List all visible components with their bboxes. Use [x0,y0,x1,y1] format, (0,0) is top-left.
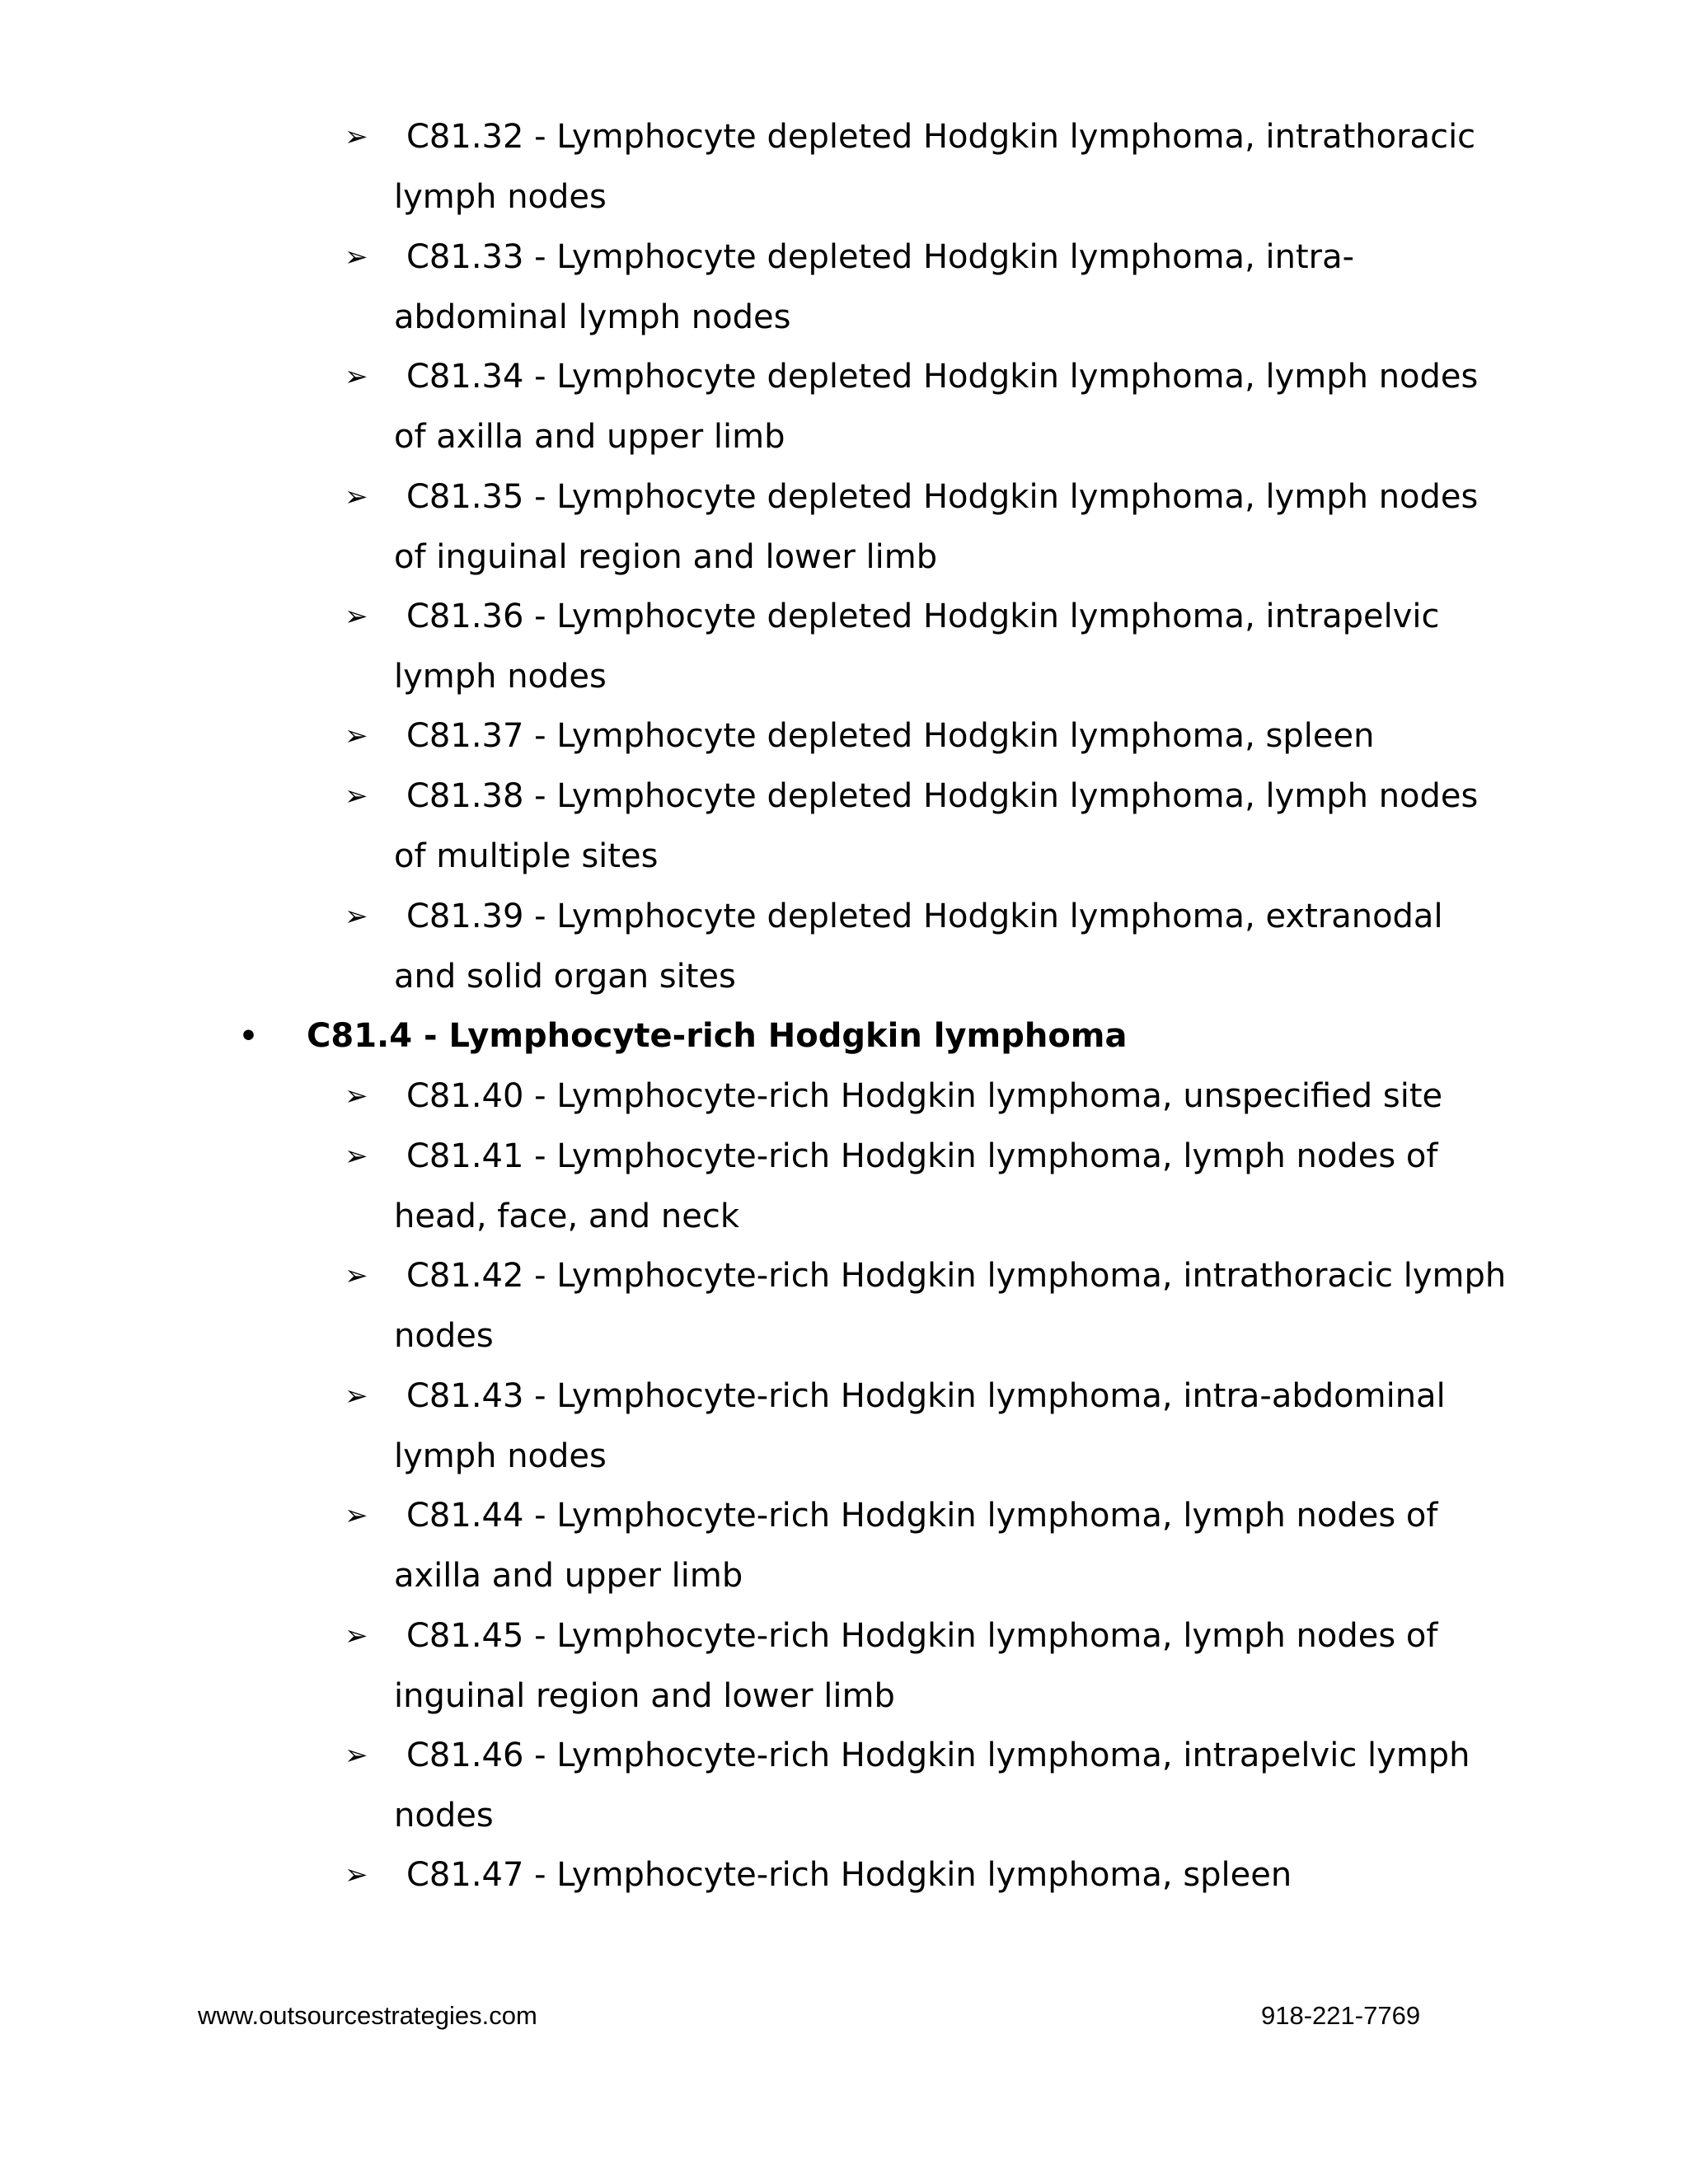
list-item-text: C81.45 - Lymphocyte-rich Hodgkin lymphoma, lymph nodes of inguinal region and lower limb [394,1617,1438,1715]
list-item-text: C81.46 - Lymphocyte-rich Hodgkin lymphoma, intrapelvic lymph nodes [394,1736,1470,1835]
list-item-text: C81.35 - Lymphocyte depleted Hodgkin lymphoma, lymph nodes of inguinal region and lower limb [394,478,1479,576]
arrow-bullet-icon: ➢ [345,1858,368,1891]
arrow-bullet-icon: ➢ [345,719,368,752]
footer-website[interactable]: www.outsourcestrategies.com [198,2001,537,2030]
arrow-bullet-icon: ➢ [345,241,368,274]
list-item-text: C81.33 - Lymphocyte depleted Hodgkin lymphoma, intra-abdominal lymph nodes [394,238,1355,336]
arrow-bullet-icon: ➢ [345,1080,368,1113]
arrow-bullet-icon: ➢ [345,120,368,153]
arrow-bullet-icon: ➢ [345,1499,368,1532]
list-item-text: C81.34 - Lymphocyte depleted Hodgkin lymphoma, lymph nodes of axilla and upper limb [394,358,1479,456]
arrow-bullet-icon: ➢ [345,480,368,513]
arrow-bullet-icon: ➢ [345,1619,368,1652]
arrow-bullet-icon: ➢ [345,900,368,933]
arrow-bullet-icon: ➢ [345,600,368,633]
list-item-text: C81.47 - Lymphocyte-rich Hodgkin lymphoma, spleen [406,1856,1292,1894]
arrow-bullet-icon: ➢ [345,1140,368,1173]
list-item-text: C81.43 - Lymphocyte-rich Hodgkin lymphoma, intra-abdominal lymph nodes [394,1377,1446,1475]
list-item-text: C81.44 - Lymphocyte-rich Hodgkin lymphoma, lymph nodes of axilla and upper limb [394,1497,1438,1595]
list-item-text: C81.36 - Lymphocyte depleted Hodgkin lymphoma, intrapelvic lymph nodes [394,598,1440,696]
section-heading-text: C81.4 - Lymphocyte-rich Hodgkin lymphoma [307,1017,1128,1055]
list-item-text: C81.41 - Lymphocyte-rich Hodgkin lymphoma, lymph nodes of head, face, and neck [394,1137,1438,1235]
list-item-text: C81.39 - Lymphocyte depleted Hodgkin lymphoma, extranodal and solid organ sites [394,898,1443,996]
list-item-text: C81.37 - Lymphocyte depleted Hodgkin lymphoma, spleen [406,717,1375,755]
list-item-text: C81.40 - Lymphocyte-rich Hodgkin lymphoma, unspecified site [406,1077,1443,1115]
arrow-bullet-icon: ➢ [345,360,368,393]
arrow-bullet-icon: ➢ [345,780,368,813]
list-item-text: C81.42 - Lymphocyte-rich Hodgkin lymphoma, intrathoracic lymph nodes [394,1257,1507,1355]
list-item-text: C81.38 - Lymphocyte depleted Hodgkin lymphoma, lymph nodes of multiple sites [394,777,1479,875]
arrow-bullet-icon: ➢ [345,1259,368,1292]
bullet-dot-icon: • [239,1019,259,1053]
arrow-bullet-icon: ➢ [345,1739,368,1772]
list-item-text: C81.32 - Lymphocyte depleted Hodgkin lymphoma, intrathoracic lymph nodes [394,118,1476,216]
arrow-bullet-icon: ➢ [345,1380,368,1413]
footer-phone: 918-221-7769 [1261,2001,1421,2030]
